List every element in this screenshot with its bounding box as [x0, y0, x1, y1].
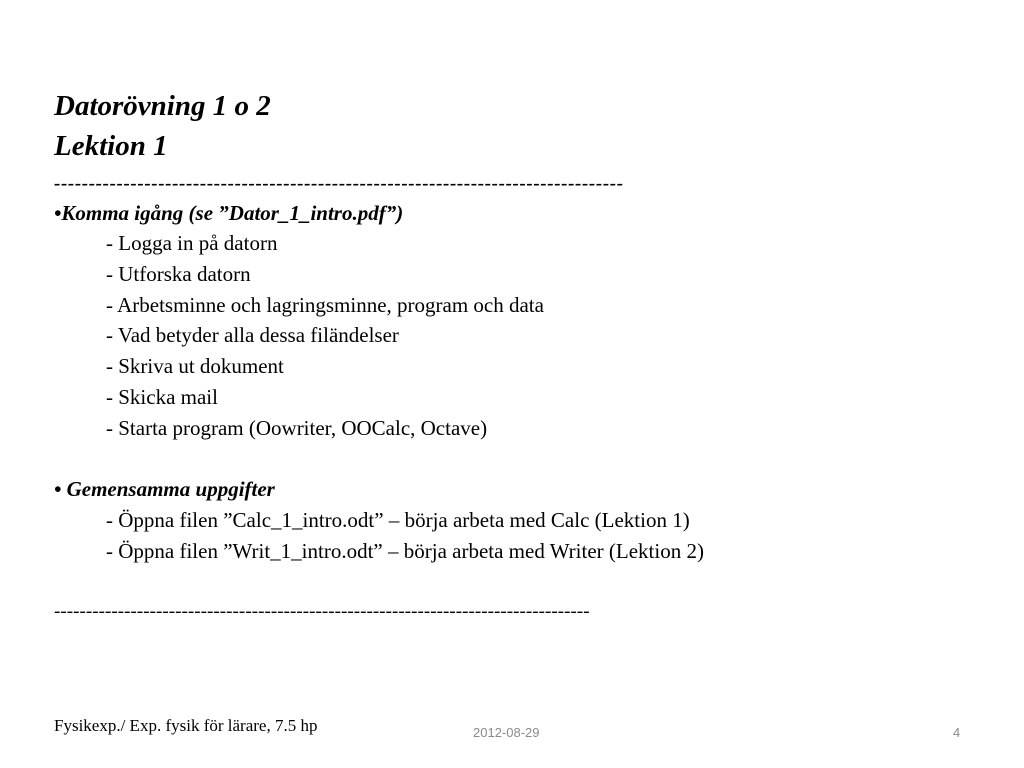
slide-title-line-1: Datorövning 1 o 2: [54, 90, 271, 122]
list-item: - Logga in på datorn: [106, 231, 278, 255]
slide-title-line-2: Lektion 1: [54, 130, 168, 162]
separator-bottom: ------------------------------------------------------------------------------------: [54, 601, 590, 622]
list-item: - Öppna filen ”Writ_1_intro.odt” – börja arbeta med Writer (Lektion 2): [106, 539, 704, 563]
list-item: - Arbetsminne och lagringsminne, program och data: [106, 293, 544, 317]
list-item: - Utforska datorn: [106, 262, 251, 286]
section-heading-komma-igang: •Komma igång (se ”Dator_1_intro.pdf”): [54, 201, 404, 225]
section-heading-gemensamma-uppgifter: • Gemensamma uppgifter: [54, 477, 275, 501]
list-item: - Skriva ut dokument: [106, 354, 284, 378]
footer-date: 2012-08-29: [473, 725, 540, 740]
list-item: - Vad betyder alla dessa filändelser: [106, 323, 399, 347]
footer-course-info: Fysikexp./ Exp. fysik för lärare, 7.5 hp: [54, 716, 318, 735]
list-item: - Skicka mail: [106, 385, 218, 409]
list-item: - Starta program (Oowriter, OOCalc, Octave): [106, 416, 488, 440]
slide-number: 4: [953, 725, 961, 740]
separator-top: ----------------------------------------------------------------------------------: [54, 173, 624, 194]
list-item: - Öppna filen ”Calc_1_intro.odt” – börja arbeta med Calc (Lektion 1): [106, 508, 690, 532]
